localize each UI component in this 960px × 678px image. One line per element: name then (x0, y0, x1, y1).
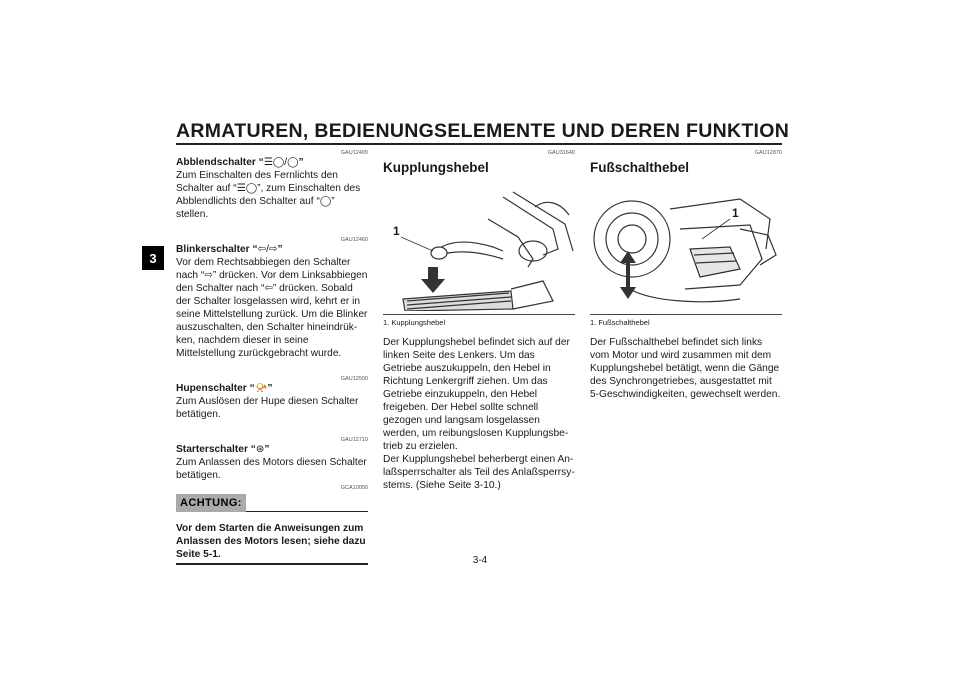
callout-leader (702, 219, 730, 239)
chapter-tab: 3 (142, 246, 164, 270)
section-code: GAU12400 (340, 150, 368, 156)
clutch-lever-figure (383, 189, 575, 311)
caution-header (176, 494, 368, 514)
section-heading-turn-signal (176, 243, 368, 256)
section-code: GAU12500 (340, 376, 368, 382)
section-text-horn: Zum Auslösen der Hupe diesen Schalter betätigen. (176, 396, 359, 420)
shift-direction-arrow-icon (620, 251, 636, 299)
figure-caption: 1. Kupplungshebel (383, 318, 446, 327)
heading-label: Blinkerschalter “ (176, 244, 258, 255)
shift-pedal-figure (590, 189, 782, 311)
caption-rule (383, 314, 575, 315)
heading-label: Hupenschalter “ (176, 383, 255, 394)
horn-icon: 📯 (254, 383, 268, 394)
caution-rule (246, 511, 368, 512)
section-title-shift-pedal: Fußschalthebel (590, 160, 690, 175)
title-rule (176, 143, 782, 145)
heading-close-quote: ” (267, 383, 273, 394)
heading-close-quote: ” (264, 444, 270, 455)
shift-pedal-illustration (590, 189, 782, 311)
section-code: GAU12710 (340, 437, 368, 443)
heading-label: Starterschalter “ (176, 444, 256, 455)
caution-label: ACHTUNG: (176, 494, 246, 512)
turn-signal-icon: ⇦/⇨ (257, 244, 278, 255)
column-shift-pedal (590, 150, 782, 401)
paragraph: Der Kupplungshebel befindet sich auf der linken Seite des Lenkers. Um das Getriebe auszukuppeln, den Hebel in Richtung Lenkergriff ziehen. Um das Getriebe einzukuppeln, den Hebel freigeben. Der Hebel sollte schnell gezogen und langsam losgelassen werden, um reibungslosen Kupplungsbetrieb zu erzielen. (383, 337, 570, 452)
column-clutch (383, 150, 575, 492)
starter-icon: ⊛ (255, 444, 265, 455)
dimmer-icon: ☰◯/◯ (263, 157, 299, 168)
paragraph: Der Fußschalthebel befindet sich links vom Motor und wird zusammen mit dem Kupplungshebel betätigt, wenn die Gänge des Synchrongetriebes, ausgestattet mit 5-Geschwindigkeiten, gewechselt werden. (590, 337, 781, 400)
caution-bottom-rule (176, 563, 368, 565)
pull-direction-arrow-icon (421, 267, 445, 293)
section-text-turn-signal: Vor dem Rechtsabbiegen den Schalter nach “⇨” drücken. Vor dem Linksabbiegen den Schalter nach “⇦” drücken. Sobald der Schalter losgelassen wird, kehrt er in seine Mittelstellung zurück. Um die Blinker auszuschalten, den Schalter hineindrükken, nachdem dieser in seine Mittelstellung zurückgebracht wurde. (176, 257, 368, 359)
section-code: GAU12460 (340, 237, 368, 243)
column-switches (176, 150, 368, 565)
section-code: GCA10050 (340, 485, 368, 491)
section-code: GAU31640 (547, 150, 575, 156)
paragraph: Der Kupplungshebel beherbergt einen Anlaßsperrschalter als Teil des Anlaßsperrsystems. (Siehe Seite 3-10.) (383, 454, 575, 491)
heading-label: Abblendschalter “ (176, 157, 264, 168)
heading-close-quote: ” (277, 244, 283, 255)
lever-grip (431, 247, 447, 259)
section-heading-dimmer (176, 156, 368, 169)
caption-rule (590, 314, 782, 315)
callout-number: 1 (732, 206, 739, 220)
section-heading-horn (176, 382, 368, 395)
callout-leader (401, 237, 433, 251)
callout-number: 1 (393, 224, 400, 238)
heading-close-quote: ” (298, 157, 304, 168)
section-text-dimmer: Zum Einschalten des Fernlichts den Schalter auf “☰◯”, zum Einschalten des Abblendlichts den Schalter auf “◯” stellen. (176, 170, 361, 220)
figure-caption: 1. Fußschalthebel (590, 318, 650, 327)
section-code: GAU12870 (754, 150, 782, 156)
section-heading-starter (176, 443, 368, 456)
clutch-lever-illustration (383, 189, 575, 311)
section-title-clutch: Kupplungshebel (383, 160, 489, 175)
page-number: 3-4 (472, 555, 488, 566)
page-title: ARMATUREN, BEDIENUNGSELEMENTE UND DEREN FUNKTION (176, 120, 790, 142)
caution-text: Vor dem Starten die Anweisungen zum Anlassen des Motors lesen; siehe dazu Seite 5-1. (176, 523, 366, 560)
section-text-starter: Zum Anlassen des Motors diesen Schalter betätigen. (176, 457, 367, 481)
